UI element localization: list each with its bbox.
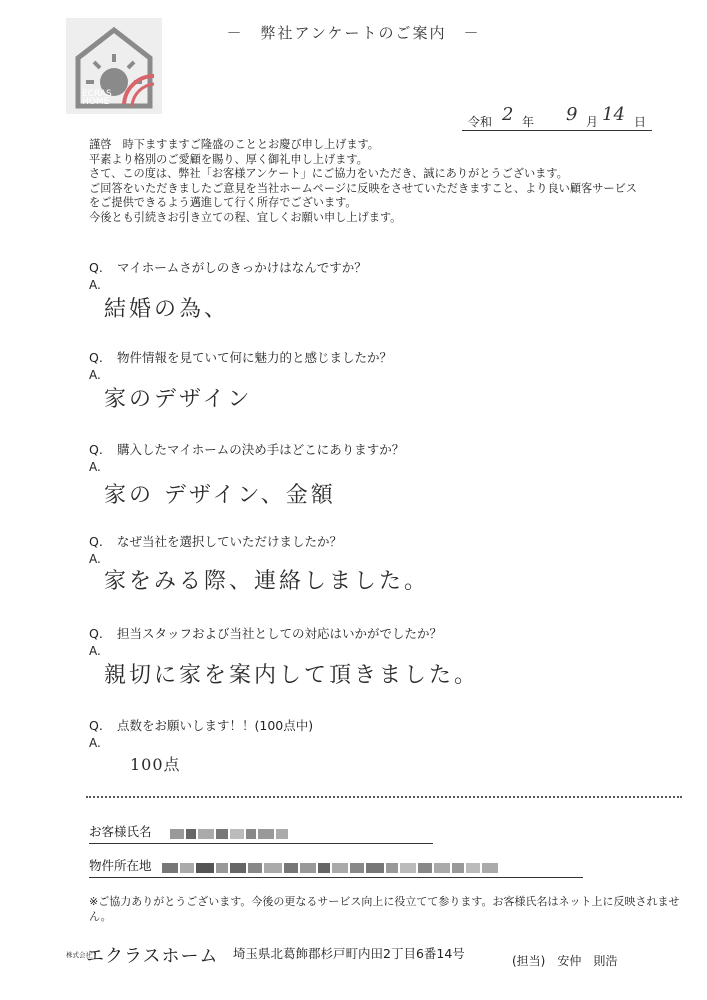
question-block: Q. 購入したマイホームの決め手はどこにありますか？ A. <box>89 440 689 474</box>
company-prefix: 株式会社 <box>66 950 92 959</box>
greeting-text: 謹啓 時下ますますご隆盛のこととお慶び申し上げます。 平素より格別のご愛顧を賜り、厚く御礼申し上げます。 さて、この度は、弊社「お客様アンケート」にご協力をいただき、誠にありがとうございます。 ご回答をいただきましたご意見を当社ホームページに反映をさせていただきますこと、より良い顧客サービス をご提供できるよう邁進して行く所存でございます。 今後とも引続きお引き立ての程、宜しくお願い申し上げます。 <box>89 138 637 224</box>
handwritten-answer: 結婚の為、 <box>104 297 230 322</box>
question-block: Q. なぜ当社を選択していただけましたか？ A. <box>89 532 689 566</box>
customer-name-line <box>89 843 433 844</box>
question-block: Q. 担当スタッフおよび当社としての対応はいかがでしたか？ A. <box>89 624 689 658</box>
answer-label: A. <box>89 552 101 566</box>
handwritten-answer: 家のデザイン <box>104 387 253 412</box>
redacted-address <box>162 858 500 868</box>
answer-label: A. <box>89 278 101 292</box>
question-block: Q. マイホームさがしのきっかけはなんですか？ A. <box>89 258 689 292</box>
question-text: なぜ当社を選択していただけましたか？ <box>117 534 343 549</box>
question-text: 点数をお願いします！！(100点中) <box>117 718 314 733</box>
company-name-text: エクラスホーム <box>86 946 219 967</box>
question-block: Q. 点数をお願いします！！(100点中) A. <box>89 716 689 750</box>
handwritten-answer: 100点 <box>130 755 181 774</box>
redacted-name <box>170 824 290 834</box>
question-text: マイホームさがしのきっかけはなんですか？ <box>117 260 367 275</box>
page-title: － 弊社アンケートのご案内 － <box>226 24 481 42</box>
answer-label: A. <box>89 368 101 382</box>
date-day-unit: 日 <box>634 115 647 129</box>
privacy-note: ※ご協力ありがとうございます。今後の更なるサービス向上に役立てて参ります。お客様氏名はネット上に反映されません。 <box>89 895 680 923</box>
company-name <box>66 942 218 968</box>
svg-text:HOME: HOME <box>82 97 110 107</box>
date-month: 9 <box>566 104 578 125</box>
property-address-label: 物件所在地 <box>89 858 152 873</box>
date-era: 令和 <box>468 115 493 129</box>
staff-name: (担当) 安仲 則浩 <box>512 954 618 968</box>
question-text: 物件情報を見ていて何に魅力的と感じましたか？ <box>117 350 393 365</box>
answer-label: A. <box>89 736 101 750</box>
handwritten-answer: 家の デザイン、金額 <box>104 483 336 508</box>
customer-name-label: お客様氏名 <box>89 824 152 839</box>
company-address: 埼玉県北葛飾郡杉戸町内田2丁目6番14号 <box>233 946 465 961</box>
date-month-unit: 月 <box>586 115 599 129</box>
question-text: 担当スタッフおよび当社としての対応はいかがでしたか？ <box>117 626 443 641</box>
handwritten-answer: 親切に家を案内して頂きました。 <box>104 663 480 688</box>
date-field <box>462 104 652 131</box>
handwritten-answer: 家をみる際、連絡しました。 <box>104 569 430 594</box>
svg-text:ECRAS: ECRAS <box>82 89 112 99</box>
answer-label: A. <box>89 644 101 658</box>
question-text: 購入したマイホームの決め手はどこにありますか？ <box>117 442 405 457</box>
date-year: 2 <box>502 104 514 125</box>
question-block: Q. 物件情報を見ていて何に魅力的と感じましたか？ A. <box>89 348 689 382</box>
answer-label: A. <box>89 460 101 474</box>
date-day: 14 <box>602 104 625 125</box>
date-year-unit: 年 <box>522 115 535 129</box>
property-address-line <box>89 877 583 878</box>
dotted-divider <box>86 796 682 798</box>
